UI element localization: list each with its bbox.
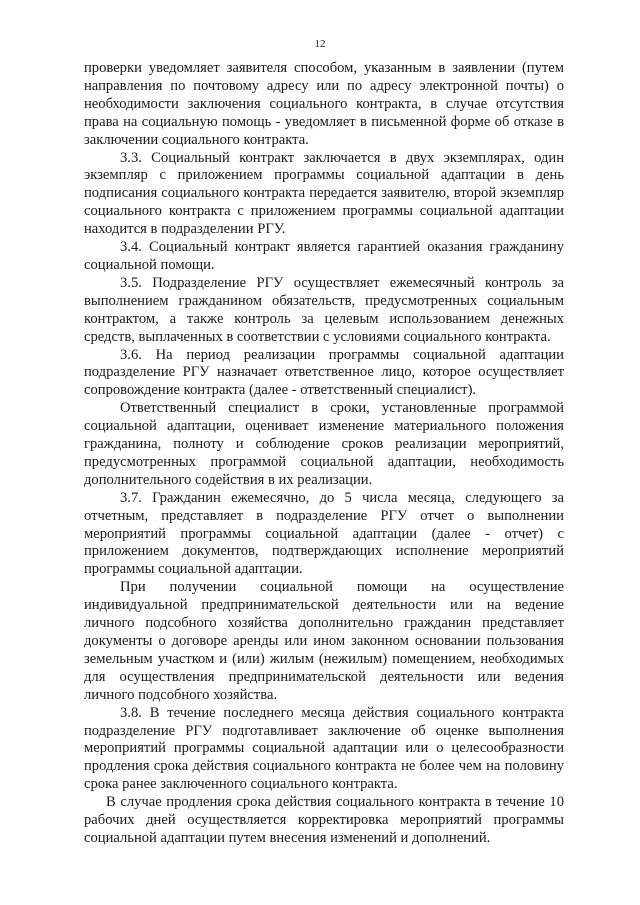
paragraph-3-3: 3.3. Социальный контракт заключается в двух экземплярах, один экземпляр с приложением программы социальной адаптации в день подписания социального контракта передается заявителю, второй экземпляр социального контракта с приложением программы социальной адаптации находится в подразделении РГУ. xyxy=(84,149,564,238)
paragraph-responsible-specialist: Ответственный специалист в сроки, установленные программой социальной адаптации, оценивает изменение материального положения гражданина, полноту и соблюдение сроков реализации мероприятий, предусмотренных программой социальной адаптации, необходимость дополнительного содействия в их реализации. xyxy=(84,400,564,488)
paragraph-continuation: проверки уведомляет заявителя способом, указанным в заявлении (путем направления по почтовому адресу или по адресу электронной почты) о необходимости заключения социального контракта, в случае отсутствия права на социальную помощь - уведомляет в письменной форме об отказе в заключении социального контракта. xyxy=(84,60,564,148)
paragraph-3-6: 3.6. На период реализации программы социальной адаптации подразделение РГУ назначает ответственное лицо, которое осуществляет сопровождение контракта (далее - ответственный специалист). xyxy=(84,346,564,399)
paragraph-3-7: 3.7. Гражданин ежемесячно, до 5 числа месяца, следующего за отчетным, представляет в подразделение РГУ отчет о выполнении мероприятий программы социальной адаптации (далее - отчет) с приложением документов, подтверждающих исполнение мероприятий программы социальной адаптации. xyxy=(84,489,564,578)
document-body xyxy=(84,60,564,848)
paragraph-3-8: 3.8. В течение последнего месяца действия социального контракта подразделение РГУ подготавливает заключение об оценке выполнения мероприятий программы социальной адаптации или о целесообразности продления срока действия социального контракта не более чем на половину срока ранее заключенного социального контракта. xyxy=(84,704,564,793)
paragraph-extension: В случае продления срока действия социального контракта в течение 10 рабочих дней осуществляется корректировка мероприятий программы социальной адаптации путем внесения изменений и дополнений. xyxy=(84,794,564,846)
page-number: 12 xyxy=(314,38,326,50)
paragraph-3-5: 3.5. Подразделение РГУ осуществляет ежемесячный контроль за выполнением гражданином обязательств, предусмотренных социальным контрактом, а также контроль за целевым использованием денежных средств, выплаченных в соответствии с условиями социального контракта. xyxy=(84,274,564,345)
paragraph-entrepreneurship-documents: При получении социальной помощи на осуществление индивидуальной предпринимательской деятельности или на ведение личного подсобного хозяйства дополнительно гражданин представляет документы о договоре аренды или ином законном основании пользования земельным участком и (или) жилым (нежилым) помещением, необходимых для осуществления предпринимательской деятельности или ведения личного подсобного хозяйства. xyxy=(84,579,564,703)
paragraph-3-4: 3.4. Социальный контракт является гарантией оказания гражданину социальной помощи. xyxy=(84,239,564,273)
